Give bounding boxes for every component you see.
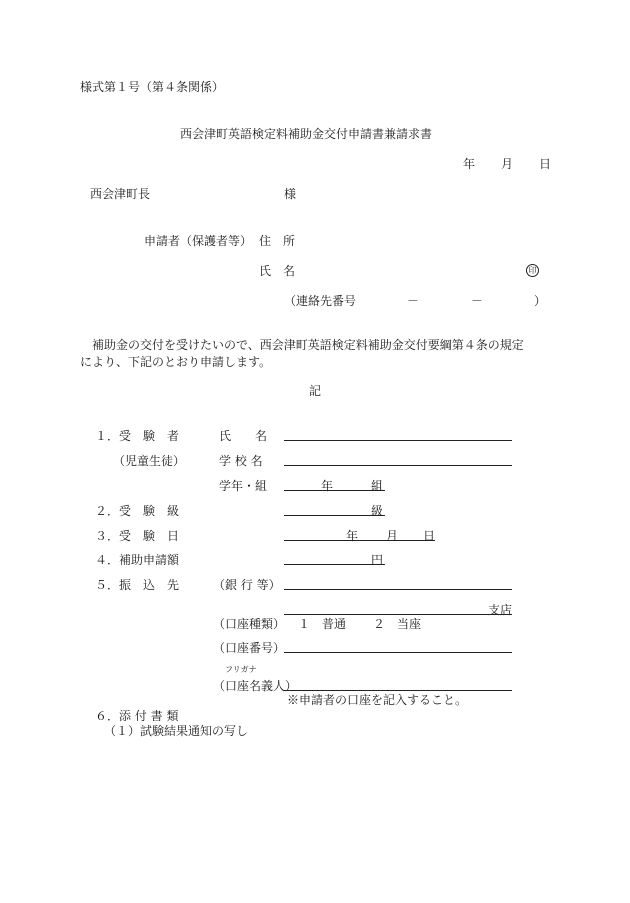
school-name-label: 学 校 名 [219, 454, 263, 468]
grade-class-line[interactable] [284, 490, 385, 491]
account-holder-line[interactable] [284, 690, 512, 691]
examinee-name-line[interactable] [284, 440, 512, 441]
exam-grade-line[interactable] [284, 515, 385, 516]
amount-unit: 円 [371, 553, 384, 567]
bank-line[interactable] [284, 589, 512, 590]
item-4-label: ４．補助申請額 [95, 553, 180, 567]
account-holder-label: （口座名義人） [213, 679, 298, 693]
date-day: 日 [539, 157, 552, 171]
attachment-item-1: （１）試験結果通知の写し [104, 724, 249, 738]
date-month: 月 [501, 157, 514, 171]
examinee-sub-label: （児童生徒） [113, 454, 186, 468]
applicant-name-label: 氏 名 [259, 264, 296, 278]
grade-year-char: 年 [321, 479, 334, 493]
account-number-line[interactable] [284, 652, 512, 653]
contact-dash-2: － [471, 294, 484, 308]
grade-class-label: 学年・組 [219, 479, 268, 493]
exam-grade-unit: 級 [371, 504, 384, 518]
branch-label: 支店 [488, 603, 513, 617]
account-type-option-2[interactable]: ２ 当座 [373, 617, 422, 631]
item-6-label: ６．添 付 書 類 [95, 709, 179, 723]
form-number: 様式第１号（第４条関係） [80, 80, 225, 94]
amount-line[interactable] [284, 564, 385, 565]
body-line-1: 補助金の交付を受けたいので、西会津町英語検定料補助金交付要綱第４条の規定 [92, 338, 524, 352]
item-3-label: ３．受 験 日 [95, 529, 180, 543]
furigana-label: フリガナ [225, 665, 257, 674]
school-name-line[interactable] [284, 465, 512, 466]
form-title: 西会津町英語検定料補助金交付申請書兼請求書 [180, 127, 433, 141]
examinee-name-label: 氏 名 [219, 429, 268, 443]
addressee-name: 西会津町長 [90, 187, 151, 201]
contact-dash-1: － [407, 294, 420, 308]
item-1-label: １．受 験 者 [95, 429, 180, 443]
item-5-label: ５．振 込 先 [95, 578, 180, 592]
bank-label: （銀 行 等） [213, 578, 281, 592]
contact-open: （連絡先番号 [284, 294, 357, 308]
account-note: ※申請者の口座を記入すること。 [287, 693, 468, 707]
account-type-option-1[interactable]: １ 普通 [298, 617, 347, 631]
grade-class-char: 組 [371, 479, 384, 493]
seal-mark: 印 [526, 264, 539, 277]
exam-date-year: 年 [346, 529, 359, 543]
ki-heading: 記 [309, 384, 322, 398]
contact-close: ） [534, 294, 547, 308]
body-paragraph [80, 337, 550, 371]
item-2-label: ２．受 験 級 [95, 504, 180, 518]
applicant-address-label: 住 所 [259, 234, 296, 248]
addressee-honorific: 様 [284, 187, 297, 201]
exam-date-line[interactable] [284, 540, 435, 541]
exam-date-day: 日 [423, 529, 436, 543]
body-line-2: により、下記のとおり申請します。 [80, 355, 272, 369]
branch-line[interactable] [284, 614, 512, 615]
exam-date-month: 月 [386, 529, 399, 543]
date-year: 年 [463, 157, 476, 171]
account-type-label: （口座種類） [213, 617, 286, 631]
applicant-label: 申請者（保護者等） [144, 234, 253, 248]
account-number-label: （口座番号） [213, 641, 286, 655]
